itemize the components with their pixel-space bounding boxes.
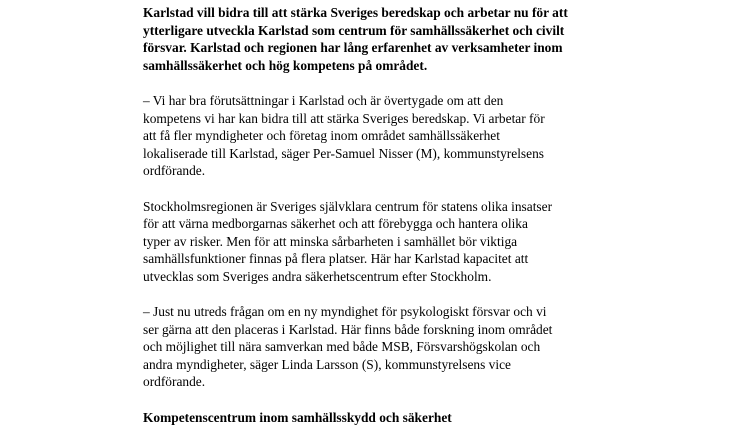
section-subheading: Kompetenscentrum inom samhällsskydd och säkerhet: [143, 409, 452, 425]
body-paragraph-stockholm: Stockholmsregionen är Sveriges självklara centrum för statens olika insatser för att värna medborgarnas säkerhet och att förebygga och hantera olika typer av risker. Men för att minska sårbarheten i samhället bör viktiga samhällsfunktioner finnas på flera platser. Här har Karlstad kapacitet att utvecklas som Sveriges andra säkerhetscentrum efter Stockholm.: [143, 198, 553, 284]
lead-paragraph: Karlstad vill bidra till att stärka Sveriges beredskap och arbetar nu för att ytterligare utveckla Karlstad som centrum för samhällssäkerhet och civilt försvar. Karlstad och regionen har lång erfarenhet av verksamheter inom samhällssäkerhet och hög kompetens på området.: [143, 5, 568, 73]
document-body: [143, 4, 613, 426]
quote-paragraph-nisser: – Vi har bra förutsättningar i Karlstad och är övertygade om att den kompetens vi har kan bidra till att stärka Sveriges beredskap. Vi arbetar för att få fler myndigheter och företag inom området samhällssäkerhet lokaliserade till Karlstad, säger Per-Samuel Nisser (M), kommunstyrelsens ordförande.: [143, 92, 545, 179]
quote-paragraph-larsson: – Just nu utreds frågan om en ny myndighet för psykologiskt försvar och vi ser gärna att den placeras i Karlstad. Här finns både forskning inom området och möjlighet till nära samverkan med både MSB, Försvarshögskolan och andra myndigheter, säger Linda Larsson (S), kommunstyrelsens vice ordförande.: [143, 304, 553, 390]
